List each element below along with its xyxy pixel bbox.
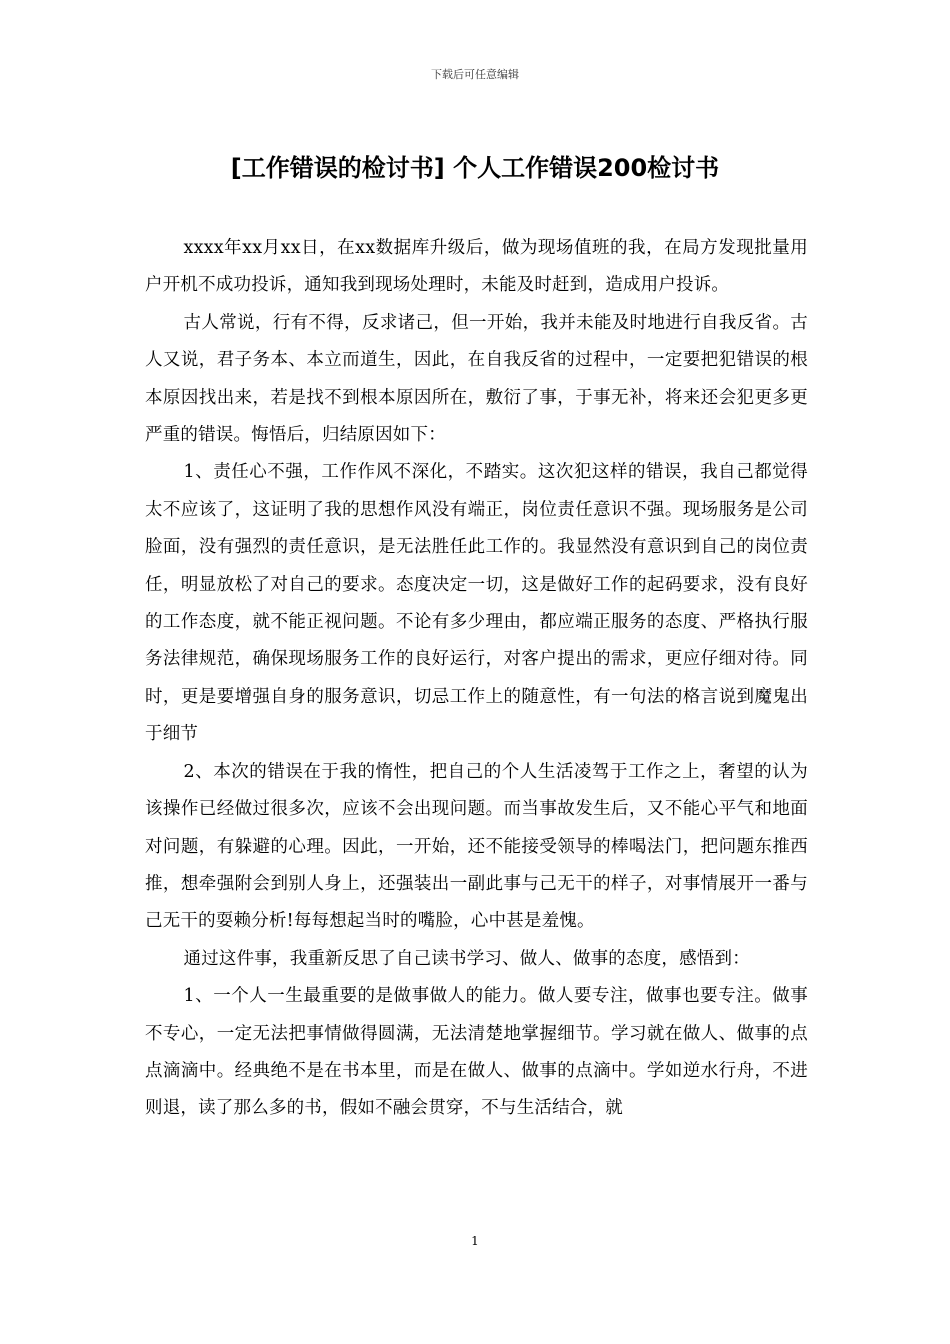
paragraph: 2、本次的错误在于我的惰性，把自己的个人生活凌驾于工作之上，奢望的认为该操作已经做过很多次，应该不会出现问题。而当事故发生后，又不能心平气和地面对问题，有躲避的心理。因此，一开始，还不能接受领导的棒喝法门，把问题东推西推，想牵强附会到别人身上，还强装出一副此事与己无干的样子，对事情展开一番与己无干的耍赖分析!每每想起当时的嘴脸，心中甚是羞愧。 <box>145 761 808 932</box>
document-body <box>145 230 808 1128</box>
document-title: [工作错误的检讨书] 个人工作错误200检讨书 <box>230 154 720 182</box>
paragraph: 古人常说，行有不得，反求诸己，但一开始，我并未能及时地进行自我反省。古人又说，君子务本、本立而道生，因此，在自我反省的过程中，一定要把犯错误的根本原因找出来，若是找不到根本原因所在，敷衍了事，于事无补，将来还会犯更多更严重的错误。悔悟后，归结原因如下： <box>145 312 808 446</box>
paragraph: 1、责任心不强，工作作风不深化，不踏实。这次犯这样的错误，我自己都觉得太不应该了，这证明了我的思想作风没有端正，岗位责任意识不强。现场服务是公司脸面，没有强烈的责任意识，是无法胜任此工作的。我显然没有意识到自己的岗位责任，明显放松了对自己的要求。态度决定一切，这是做好工作的起码要求，没有良好的工作态度，就不能正视问题。不论有多少理由，都应端正服务的态度、严格执行服务法律规范，确保现场服务工作的良好运行，对客户提出的需求，更应仔细对待。同时，更是要增强自身的服务意识，切忌工作上的随意性，有一句法的格言说到魔鬼出于细节 <box>145 462 808 745</box>
paragraph: xxxx年xx月xx日，在xx数据库升级后，做为现场值班的我，在局方发现批量用户开机不成功投诉，通知我到现场处理时，未能及时赶到，造成用户投诉。 <box>145 238 808 296</box>
header-note: 下载后可任意编辑 <box>431 68 519 81</box>
paragraph: 1、一个人一生最重要的是做事做人的能力。做人要专注，做事也要专注。做事不专心，一定无法把事情做得圆满，无法清楚地掌握细节。学习就在做人、做事的点点滴滴中。经典绝不是在书本里，而是在做人、做事的点滴中。学如逆水行舟，不进则退，读了那么多的书，假如不融会贯穿，不与生活结合，就 <box>145 986 808 1119</box>
page-number: 1 <box>471 1234 479 1248</box>
paragraph: 通过这件事，我重新反思了自己读书学习、做人、做事的态度，感悟到： <box>183 948 750 969</box>
